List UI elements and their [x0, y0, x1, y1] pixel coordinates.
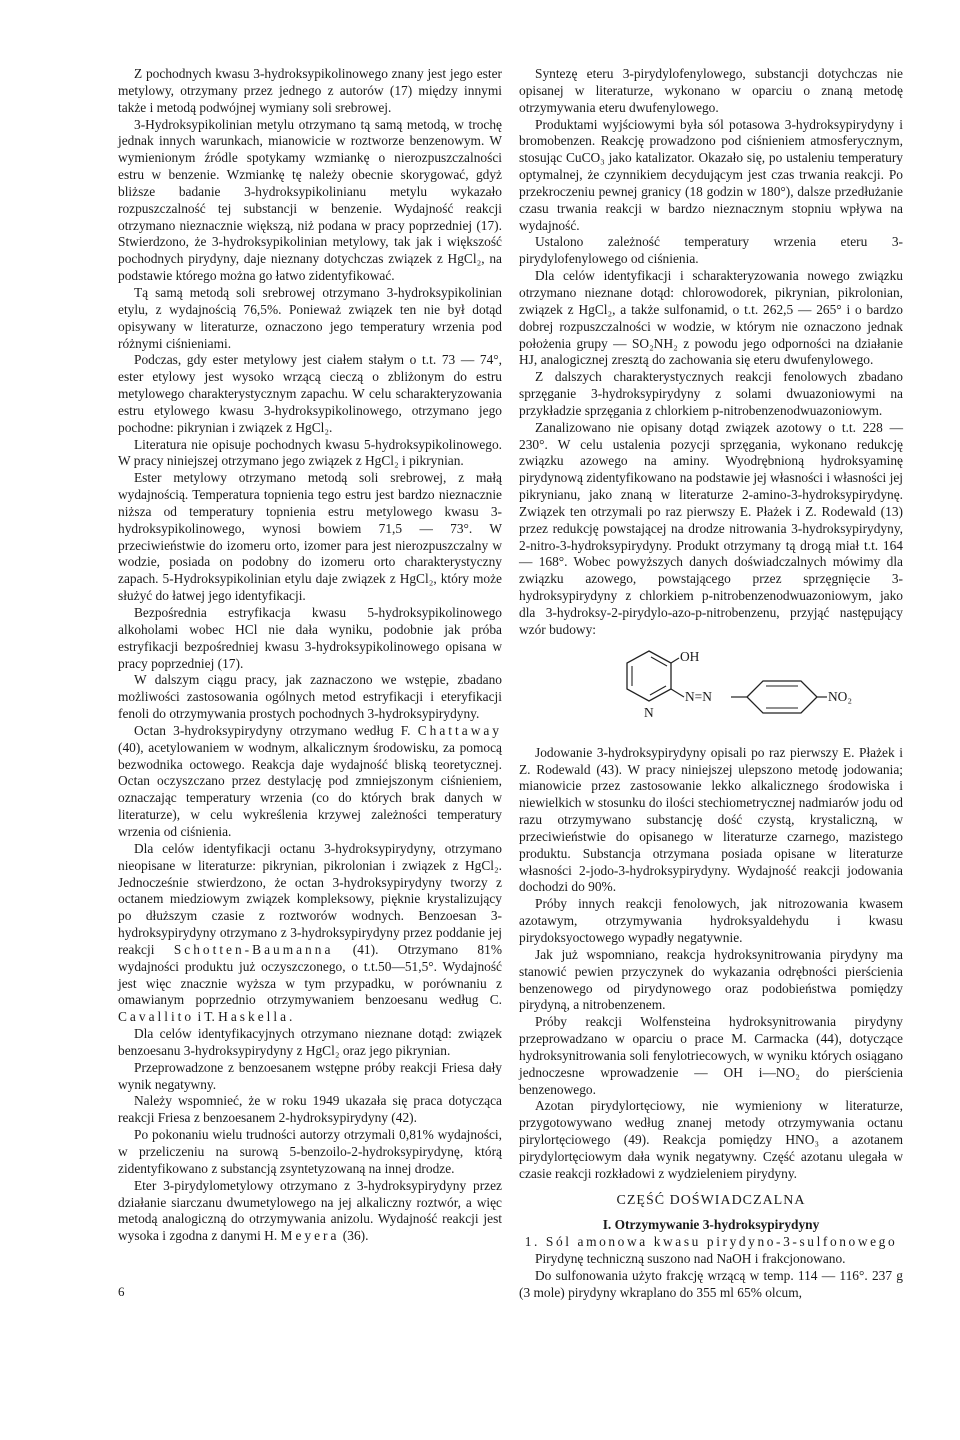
- paragraph: Pirydynę techniczną suszono nad NaOH i frakcjonowano.: [535, 1251, 846, 1267]
- paragraph: [118, 841, 502, 1026]
- paragraph: Do sulfonowania użyto frakcję wrzącą w temp. 114 — 116°. 237 g (3 mole) pirydyny wkraplano do 355 ml 65% olcum,: [519, 1268, 903, 1300]
- text-span: i T.: [197, 1009, 215, 1025]
- structural-formula: [519, 643, 903, 739]
- paragraph: W dalszym ciągu pracy, jak zaznaczono we wstępie, zbadano możliwości zastosowania ogólnych metod estryfikacji i eteryfikacji fenoli do otrzymywania prostych pochodnych 3-hydroksypirydyny.: [118, 672, 502, 722]
- text-span: (40), acetylowaniem w wodnym, alkalicznym środowisku, za pomocą bezwodnika octowego. Reakcja daje wydajność bliską teoretycznej. Octan oczyszczano przez destylację pod zmniejszonym ciśnieniem, oznaczając temperatury wrzenia (co do których brak danych w literaturze), w celu wykreślenia krzywej zależności temperatury wrzenia od ciśnienia.: [118, 739, 502, 839]
- text-span: Dla celów identyfikacji octanu 3-hydroksypirydyny, otrzymano nieopisane w literaturze: pikrynian, pikrolonian i związek z HgCl₂. Jednocześnie stwierdzono, że octan 3-hydroksypirydyny tworzy z octanem miedziowym związek kompleksowy, pięknie krystalizujący po dłuższym czasie z roztworów wodnych. Benzoesan 3-hydroksypirydyny otrzymano z 3-hydroksypirydyny przez poddanie jej reakcji: [118, 840, 502, 957]
- hydroxyl-label: OH: [680, 648, 700, 664]
- text-span: (41). Otrzymano 81% wydajności produktu już oczyszczonego, o t.t.50—51,5°. Wydajność jest więc znacznie wyższa w tym przypadku, w porównaniu z omawianym poprzednio otrzymywaniem benzoesanu według C.: [118, 941, 502, 1008]
- paragraph: Próby reakcji Wolfensteina hydroksynitrowania pirydyny przeprowadzano w oparciu o prace M. Carmacka (44), dotyczące hydroksynitrowania soli fenylotriecowych, w wyniku których osiągano jednoczesne wprowadzenie — OH i—NO₂ do pierścienia benzenowego.: [519, 1014, 903, 1097]
- ring-nitrogen-label: N: [644, 704, 654, 720]
- author-name: Chattaway: [417, 722, 502, 738]
- paragraph: Z dalszych charakterystycznych reakcji fenolowych zbadano sprzęganie 3-hydroksypirydyny z solami dwuazoniowymi na przykładzie sprzęgania z chlorkiem p-nitrobenzenodwuazoniowym.: [519, 369, 903, 418]
- item-heading: 1. Sól amonowa kwasu pirydyno-3-sulfonowego: [524, 1234, 898, 1250]
- left-column: [118, 66, 502, 1245]
- paragraph: Tą samą metodą soli srebrowej otrzymano 3-hydroksypikolinian etylu, z wydajnością 76,5%. Ponieważ związek ten nie był dotąd opisywany w literaturze, oznaczono jego temperatury wrzenia pod różnymi ciśnieniami.: [118, 284, 502, 351]
- section-heading: CZĘŚĆ DOŚWIADCZALNA: [616, 1192, 806, 1208]
- text-span: (36).: [342, 1228, 369, 1244]
- paragraph: Ester metylowy otrzymano metodą soli srebrowej, z małą wydajnością. Temperatura topnienia tego estru jest bardzo nieznacznie niższa od temperatury topnienia estru metylowego kwasu 3-hydroksypikolinowego, wynosi bowiem 71,5 — 73°. W przeciwieństwie do izomeru orto, izomer para jest nierozpuszczalny w wodzie, posiada on podobny do izomeru orto charakterystyczny zapach. 5-Hydroksypikolinian etylu daje związek z HgCl₂, który może służyć do łatwej jego identyfikacji.: [118, 470, 502, 604]
- author-name: Meyera: [280, 1228, 340, 1244]
- text-span: .: [289, 1009, 293, 1025]
- paragraph: Przeprowadzone z benzoesanem wstępne próby reakcji Friesa dały wynik negatywny.: [118, 1059, 502, 1092]
- azo-label: N=N: [685, 688, 712, 704]
- author-name: Haskella: [218, 1009, 290, 1025]
- author-name: Schotten-Baumanna: [173, 941, 334, 957]
- paragraph: Dla celów identyfikacji i scharakteryzowania nowego związku otrzymano nieznane dotąd: chlorowodorek, pikrynian, pikrolonian, związek z HgCl₂, a także sulfonamid, o t.t. 262,5 — 265° i o bardzo dobrej rozpuszczalności w wodzie, w którym nie oznaczono jednak położenia grupy — SO₂NH₂ z powodu jego odporności na działanie HJ, analogicznej zresztą do zachowania się eteru dwufenylowego.: [519, 268, 903, 368]
- paragraph: Literatura nie opisuje pochodnych kwasu 5-hydroksypikolinowego. W pracy niniejszej otrzymano jego związek z HgCl₂ i pikrynian.: [118, 436, 502, 469]
- paragraph: [118, 1178, 502, 1245]
- paragraph: Z pochodnych kwasu 3-hydroksypikolinowego znany jest jego ester metylowy, otrzymany przez jednego z autorów (17) między innymi także i metodą podwójnej wymiany soli srebrowej.: [118, 66, 502, 115]
- paragraph: Podczas, gdy ester metylowy jest ciałem stałym o t.t. 73 — 74°, ester etylowy jest wysoko wrzącą cieczą o zbliżonym do estru metylowego charakterystycznym zapachu. W celu scharakteryzowania estru etylowego kwasu 3-hydroksypikolinowego, otrzymano jego pochodne: pikrynian i związek z HgCl₂.: [118, 352, 502, 435]
- page-number: 6: [118, 1284, 125, 1299]
- paragraph: Ustalono zależność temperatury wrzenia eteru 3-pirydylofenylowego od ciśnienia.: [519, 234, 903, 267]
- nitro-label: NO₂: [828, 688, 853, 704]
- paragraph: Należy wspomnieć, że w roku 1949 ukazała się praca dotycząca reakcji Friesa z benzoesanem 2-hydroksypirydyny (42).: [118, 1093, 502, 1126]
- paragraph: Jodowanie 3-hydroksypirydyny opisali po raz pierwszy E. Płażek i Z. Rodewald (43). W pracy niniejszej ulepszono metodę jodowania; mianowicie przez zastosowanie lekko alkalicznego środowiska i niewielkich w stosunku do ilości stechiometrycznej nadmiarów jodu od razu otrzymywano substancję dość czystą, krystaliczną, w przeciwieństwie do opisanego w literaturze czarnego, mazistego produktu. Substancja otrzymana posiada opisane w literaturze własności 2-jodo-3-hydroksypirydyny. Wydajność reakcji jodowania dochodzi do 90%.: [519, 744, 903, 895]
- text-span: Eter 3-pirydylometylowy otrzymano z 3-hydroksypirydyny przez działanie siarczanu dwumetylowego na jej alkaliczny roztwór, a więc metodą analogiczną do otrzymywania anizolu. Wydajność reakcji jest wysoka i zgodna z danymi H.: [118, 1177, 502, 1244]
- paragraph: Produktami wyjściowymi była sól potasowa 3-hydroksypirydyny i bromobenzen. Reakcję prowadzono pod ciśnieniem atmosferycznym, stosując CuCO₃ jako katalizator. Okazało się, po ustaleniu temperatury optymalnej, że czynnikiem decydującym jest czas trwania reakcji. Po przekroczeniu pewnej granicy (18 godzin w 180°), dalsze przedłużanie czasu trwania reakcji w bardzo nieznacznym stopniu wpływa na wydajność.: [519, 116, 903, 233]
- paragraph: Bezpośrednia estryfikacja kwasu 5-hydroksypikolinowego alkoholami wobec HCl nie dała wyniku, podobnie jak próba estryfikacji bezpośredniej kwasu 3-hydroksypikolinowego opisana w pracy poprzedniej (17).: [118, 605, 502, 671]
- paragraph: 3-Hydroksypikolinian metylu otrzymano tą samą metodą, w trochę jednak innych warunkach, mianowicie w roztworze benzenowym. W wymienionym źródle spotykamy wzmiankę o nierozpuszczalności estru w benzenie. Wzmiankę tę należy obecnie skorygować, gdyż bliższe badanie 3-hydroksypikolinianu metylu wykazało rozpuszczalność tej substancji w benzenie. Wydajność reakcji otrzymano nieznacznie większą, niż podana w pracy poprzedniej (17). Stwierdzono, że 3-hydroksypikolinian metylowy, tak jak i większość pochodnych pirydyny, daje nieznany dotychczas związek z HgCl₂, na podstawie którego można go łatwo zidentyfikować.: [118, 116, 502, 284]
- text-span: Octan 3-hydroksypirydyny otrzymano według F.: [134, 722, 411, 738]
- paragraph: [118, 723, 502, 841]
- right-column: [519, 66, 903, 1302]
- paragraph: Azotan pirydylortęciowy, nie wymieniony w literaturze, przygotowywano według znanej metody otrzymywania octanu pirylortęciowego (49). Reakcja pomiędzy HNO₃ a azotanem pirydylortęciowym dała wynik negatywny. Część azotanu ulegała w czasie reakcji rozkładowi z wydzieleniem pirydyny.: [519, 1098, 903, 1181]
- paragraph: Dla celów identyfikacyjnych otrzymano nieznane dotąd: związek benzoesanu 3-hydroksypirydyny z HgCl₂ oraz jego pikrynian.: [118, 1026, 502, 1058]
- paragraph: Zanalizowano nie opisany dotąd związek azotowy o t.t. 228 — 230°. W celu ustalenia pozycji sprzęgania, wykonano redukcję związku azowego na aminy. Wyodrębnioną hydroksyaminę pirydynową zidentyfikowano na podstawie jej własności i własności jej pikrynianu, jako znaną w literaturze 2-amino-3-hydroksypirydynę. Związek ten otrzymali po raz pierwszy E. Płażek i Z. Rodewald (13) przez redukcję powstającej na drodze nitrowania 3-hydroksypirydyny, 2-nitro-3-hydroksypirydyny. Produkt otrzymany tą drogą miał t.t. 164 — 168°. Wobec powyższych danych doświadczalnych mówimy dla związku azowego, powstającego przez sprzęgnięcie 3-hydroksypirydyny z chlorkiem p-nitrobenzenodwuazoniowym, jako dla 3-hydroksy-2-pirydylo-azo-p-nitrobenzenu, przyjąć następujący wzór budowy:: [519, 419, 903, 637]
- paragraph: Próby innych reakcji fenolowych, jak nitrozowania kwasem azotawym, otrzymywania hydroksyaldehydu i kwasu pirydoksyoctowego wypadły negatywnie.: [519, 896, 903, 945]
- paragraph: Syntezę eteru 3-pirydylofenylowego, substancji dotychczas nie opisanej w literaturze, wykonano w oparciu o znaną metodę otrzymywania eteru dwufenylowego.: [519, 66, 903, 115]
- paragraph: Po pokonaniu wielu trudności autorzy otrzymali 0,81% wydajności, w przeliczeniu na surową 5-benzoilo-2-hydroksypirydynę, którą zidentyfikowano z substancją zsyntetyzowaną na innej drodze.: [118, 1127, 502, 1176]
- subsection-heading: I. Otrzymywanie 3-hydroksypirydyny: [602, 1217, 820, 1233]
- paragraph: Jak już wspomniano, reakcja hydroksynitrowania pirydyny ma stanowić pewien przyczynek do wykazania odrębności pierścienia benzenowego od pirydynowego oraz podobieństwa pomiędzy pirydyną, a nitrobenzenem.: [519, 946, 903, 1013]
- author-name: Cavallito: [118, 1009, 195, 1025]
